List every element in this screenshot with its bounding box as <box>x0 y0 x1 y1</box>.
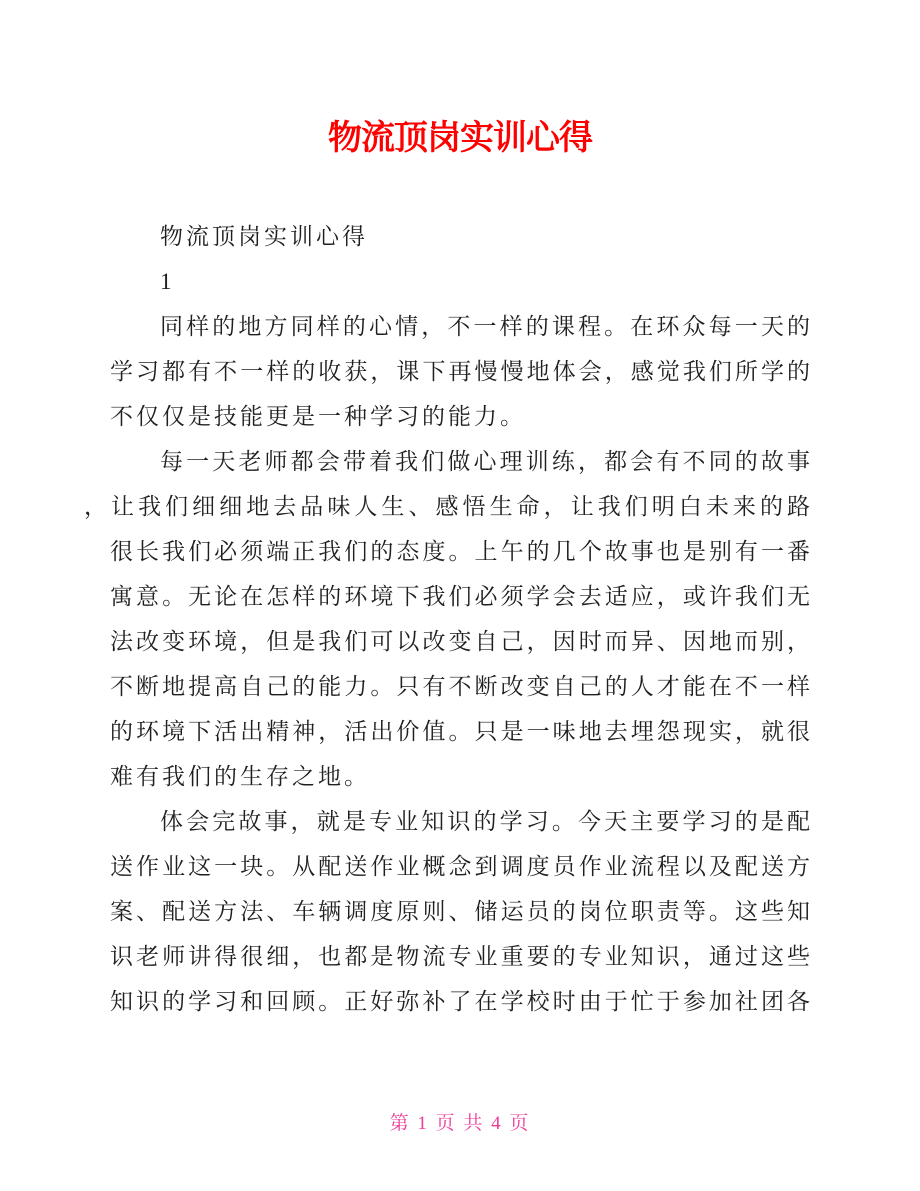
body-line: 识老师讲得很细，也都是物流专业重要的专业知识，通过这些 <box>110 944 810 969</box>
body-line: 同样的地方同样的心情，不一样的课程。在环众每一天的 <box>160 314 810 339</box>
body-line: 不断地提高自己的能力。只有不断改变自己的人才能在不一样 <box>110 674 810 699</box>
document-body <box>84 214 810 1024</box>
page-footer <box>0 1108 920 1135</box>
body-line: 案、配送方法、车辆调度原则、储运员的岗位职责等。这些知 <box>110 899 810 924</box>
body-line: ，让我们细细地去品味人生、感悟生命，让我们明白未来的路 <box>84 494 810 519</box>
document-title: 物流顶岗实训心得 <box>328 119 592 157</box>
body-line: 寓意。无论在怎样的环境下我们必须学会去适应，或许我们无 <box>110 584 810 609</box>
body-line: 很长我们必须端正我们的态度。上午的几个故事也是别有一番 <box>110 539 810 564</box>
body-line: 物流顶岗实训心得 <box>160 224 368 249</box>
body-line: 的环境下活出精神，活出价值。只是一味地去埋怨现实，就很 <box>110 719 810 744</box>
body-line: 1 <box>160 269 175 294</box>
page-number-text: 第 1 页 共 4 页 <box>389 1113 531 1134</box>
body-line: 学习都有不一样的收获，课下再慢慢地体会，感觉我们所学的 <box>110 359 810 384</box>
body-line: 难有我们的生存之地。 <box>110 764 370 789</box>
body-line: 法改变环境，但是我们可以改变自己，因时而异、因地而别， <box>110 629 810 654</box>
body-line: 知识的学习和回顾。正好弥补了在学校时由于忙于参加社团各 <box>110 989 810 1014</box>
body-line: 每一天老师都会带着我们做心理训练，都会有不同的故事 <box>160 449 810 474</box>
body-line: 送作业这一块。从配送作业概念到调度员作业流程以及配送方 <box>110 854 810 879</box>
body-line: 不仅仅是技能更是一种学习的能力。 <box>110 404 526 429</box>
body-line: 体会完故事，就是专业知识的学习。今天主要学习的是配 <box>160 809 810 834</box>
